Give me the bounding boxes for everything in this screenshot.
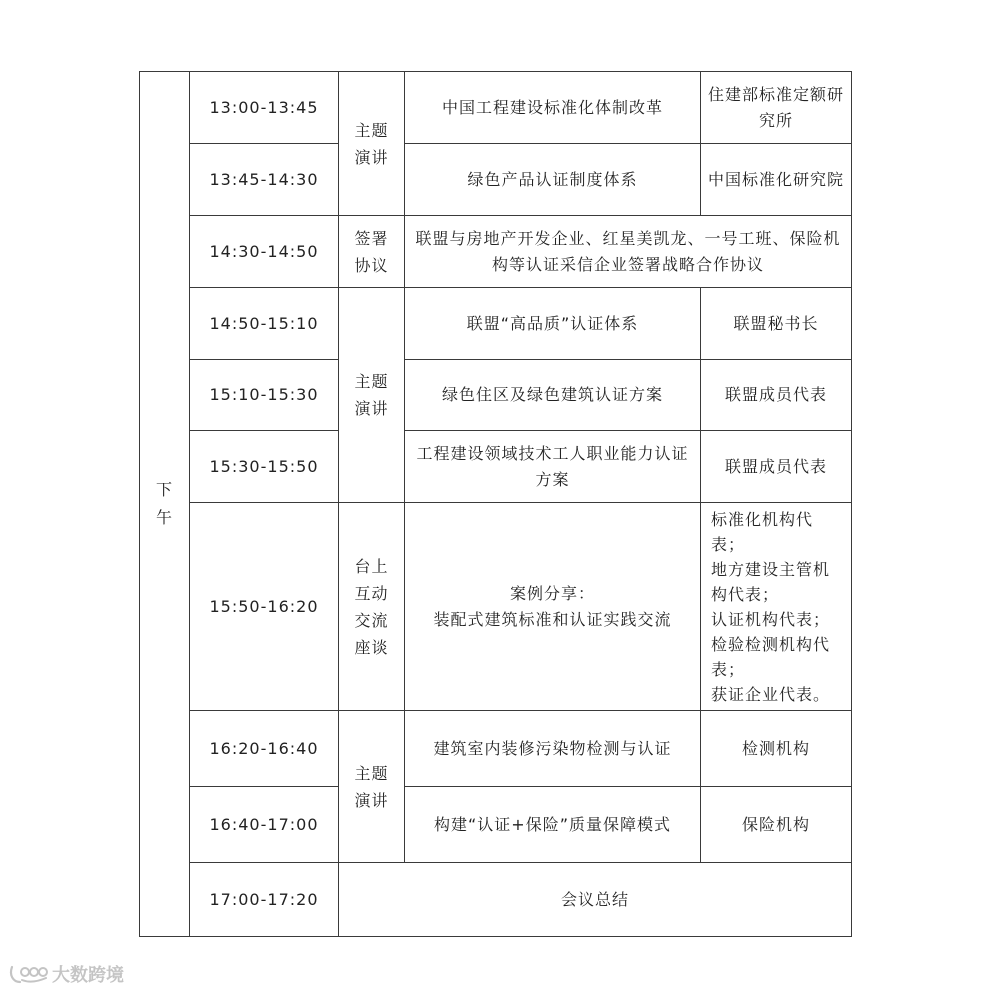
watermark (8, 961, 124, 987)
topic-cell: 会议总结 (339, 863, 852, 937)
table-row (140, 216, 852, 288)
table-row (140, 863, 852, 937)
type-label: 主题演讲 (354, 120, 389, 167)
speaker-list-item: 标准化机构代表； (711, 509, 814, 554)
topic-cell: 构建“认证+保险”质量保障模式 (405, 787, 701, 863)
time-cell: 16:40-17:00 (190, 787, 339, 863)
speaker-list-item: 检验检测机构代表； (711, 634, 831, 679)
type-cell (339, 711, 405, 863)
speaker-cell: 联盟秘书长 (701, 288, 852, 360)
time-cell: 13:45-14:30 (190, 144, 339, 216)
speaker-cell: 联盟成员代表 (701, 360, 852, 431)
speaker-cell: 住建部标准定额研究所 (701, 72, 852, 144)
table-row (140, 360, 852, 431)
speaker-list-cell (701, 503, 852, 711)
table-row (140, 72, 852, 144)
topic-cell: 联盟与房地产开发企业、红星美凯龙、一号工班、保险机构等认证采信企业签署战略合作协议 (405, 216, 852, 288)
table-row (140, 431, 852, 503)
topic-cell: 联盟“高品质”认证体系 (405, 288, 701, 360)
type-cell (339, 503, 405, 711)
table-row (140, 787, 852, 863)
table-row (140, 144, 852, 216)
topic-cell: 中国工程建设标准化体制改革 (405, 72, 701, 144)
speaker-cell: 联盟成员代表 (701, 431, 852, 503)
speaker-cell: 中国标准化研究院 (701, 144, 852, 216)
topic-cell: 建筑室内装修污染物检测与认证 (405, 711, 701, 787)
topic-cell: 绿色产品认证制度体系 (405, 144, 701, 216)
speaker-cell: 保险机构 (701, 787, 852, 863)
time-cell: 14:50-15:10 (190, 288, 339, 360)
type-label: 主题演讲 (354, 763, 389, 810)
table-row (140, 288, 852, 360)
speaker-cell: 检测机构 (701, 711, 852, 787)
type-cell (339, 72, 405, 216)
period-label: 下午 (155, 480, 173, 527)
table-row (140, 711, 852, 787)
time-cell: 15:30-15:50 (190, 431, 339, 503)
time-cell: 15:50-16:20 (190, 503, 339, 711)
logo-icon (8, 963, 48, 985)
speaker-list-item: 地方建设主管机构代表； (711, 559, 831, 604)
watermark-text: 大数跨境 (52, 965, 124, 986)
time-cell: 17:00-17:20 (190, 863, 339, 937)
topic-cell (405, 503, 701, 711)
time-cell: 15:10-15:30 (190, 360, 339, 431)
topic-text: 案例分享： 装配式建筑标准和认证实践交流 (433, 583, 672, 629)
agenda-table (139, 71, 852, 937)
table-row (140, 503, 852, 711)
time-cell: 16:20-16:40 (190, 711, 339, 787)
type-label: 台上互动交流座谈 (354, 556, 389, 657)
type-label: 签署协议 (354, 228, 389, 275)
type-cell (339, 216, 405, 288)
speaker-list-item: 获证企业代表。 (711, 684, 831, 704)
period-cell (140, 72, 190, 937)
time-cell: 14:30-14:50 (190, 216, 339, 288)
type-cell (339, 288, 405, 503)
topic-cell: 绿色住区及绿色建筑认证方案 (405, 360, 701, 431)
time-cell: 13:00-13:45 (190, 72, 339, 144)
speaker-list-item: 认证机构代表； (711, 609, 831, 629)
topic-cell: 工程建设领域技术工人职业能力认证方案 (405, 431, 701, 503)
type-label: 主题演讲 (354, 372, 389, 418)
